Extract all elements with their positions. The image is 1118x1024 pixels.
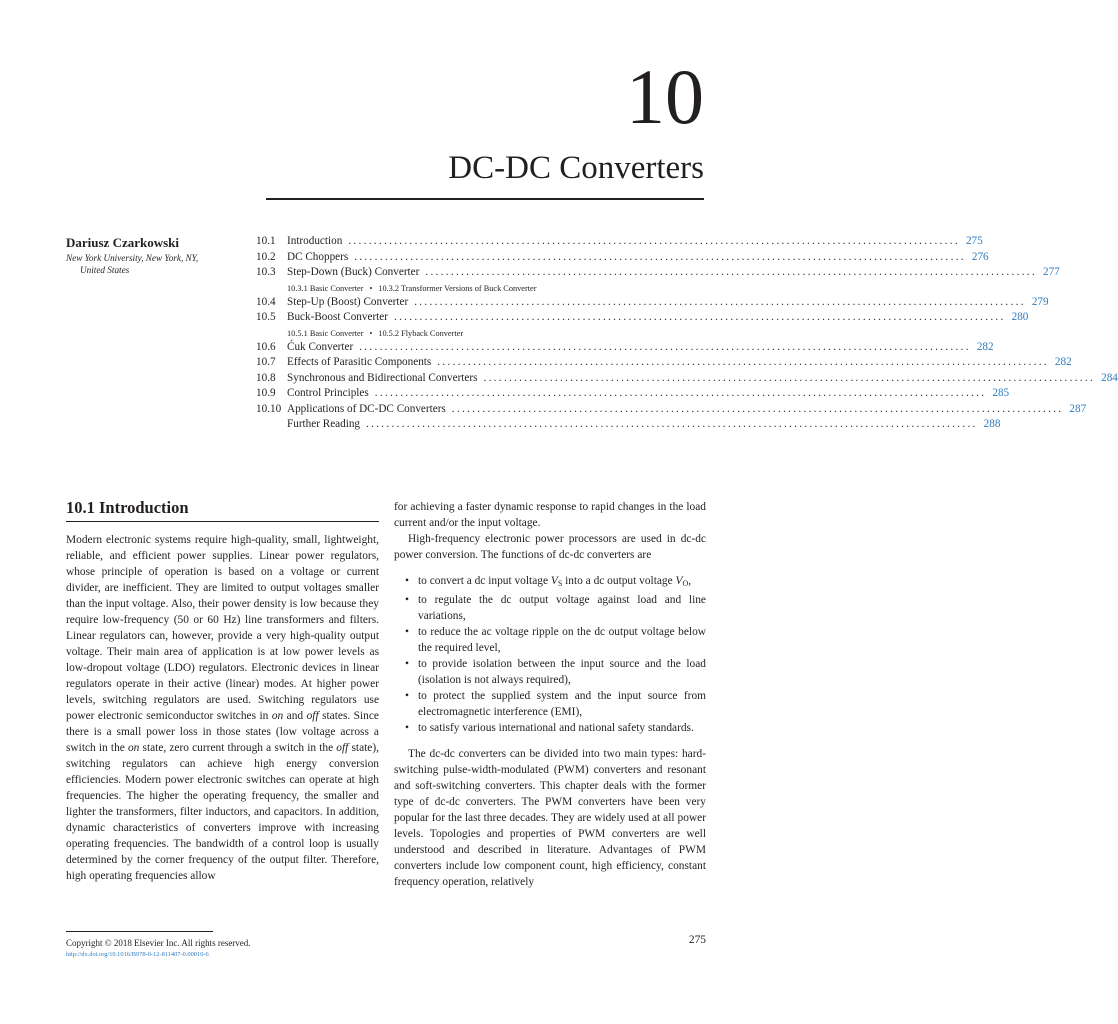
author-affiliation bbox=[66, 252, 241, 276]
toc-leader-dots: ........................................................................................................................ bbox=[483, 371, 1096, 384]
bullet-icon: • bbox=[405, 594, 409, 606]
left-column bbox=[66, 532, 379, 884]
toc-subentry[interactable]: 10.5.2 Flyback Converter bbox=[378, 329, 464, 338]
toc-page-link[interactable]: 285 bbox=[992, 387, 1010, 399]
bullet-icon: • bbox=[369, 284, 373, 293]
title-rule bbox=[266, 198, 704, 200]
toc-subentries bbox=[256, 282, 706, 296]
list-item bbox=[394, 592, 706, 624]
toc-number: 10.4 bbox=[256, 295, 276, 308]
intro-paragraph bbox=[66, 532, 379, 884]
toc-entry[interactable] bbox=[256, 250, 989, 267]
toc-title: Effects of Parasitic Components bbox=[287, 356, 432, 368]
page-number: 275 bbox=[688, 934, 706, 946]
toc-title: Applications of DC-DC Converters bbox=[287, 402, 446, 415]
text-run: to convert a dc input voltage bbox=[418, 575, 551, 587]
toc-entry[interactable] bbox=[256, 356, 1072, 372]
toc-entry[interactable] bbox=[256, 266, 1060, 282]
chapter-title: DC-DC Converters bbox=[448, 150, 704, 186]
toc-title: Control Principles bbox=[287, 387, 369, 399]
italic-on: on bbox=[271, 710, 284, 722]
toc-leader-dots: ........................................................................................................................ bbox=[425, 266, 1037, 278]
toc-number: 10.2 bbox=[256, 250, 276, 263]
toc-number: 10.6 bbox=[256, 340, 276, 353]
toc-leader-dots: ........................................................................................................................ bbox=[451, 402, 1064, 415]
italic-off: off bbox=[306, 710, 319, 722]
affiliation-line1: New York University, New York, NY, bbox=[66, 253, 199, 263]
text-run: to provide isolation between the input source and the load (isolation is not always required), bbox=[418, 658, 706, 686]
text-run: to satisfy various international and national safety standards. bbox=[418, 722, 694, 734]
section-heading: 10.1 Introduction bbox=[66, 498, 189, 517]
bullet-icon: • bbox=[405, 690, 409, 702]
right-column bbox=[394, 499, 706, 890]
doi-link[interactable]: http://dx.doi.org/10.1016/B978-0-12-811407-0.00010-6 bbox=[66, 951, 209, 958]
symbol-v: V bbox=[675, 575, 683, 587]
toc-entry[interactable] bbox=[256, 311, 1029, 327]
text-run: to protect the supplied system and the input source from electromagnetic interference (EMI), bbox=[418, 690, 706, 718]
chapter-number: 10 bbox=[626, 53, 704, 140]
subscript: S bbox=[557, 579, 563, 588]
text-run: to regulate the dc output voltage against load and line variations, bbox=[418, 594, 706, 622]
toc-number: 10.1 bbox=[256, 235, 276, 247]
copyright: Copyright © 2018 Elsevier Inc. All rights reserved. bbox=[66, 938, 251, 948]
toc-entry[interactable] bbox=[256, 387, 1010, 403]
toc-title: Step-Up (Boost) Converter bbox=[287, 295, 409, 308]
toc-page-link[interactable]: 284 bbox=[1101, 371, 1118, 384]
toc-entry[interactable] bbox=[256, 371, 1118, 388]
author-name: Dariusz Czarkowski bbox=[66, 235, 180, 250]
toc-subentry[interactable]: 10.3.2 Transformer Versions of Buck Converter bbox=[378, 284, 537, 293]
toc-leader-dots: ........................................................................................................................ bbox=[348, 235, 960, 247]
section-rule bbox=[66, 521, 379, 522]
list-item bbox=[394, 573, 706, 592]
text-run: Modern electronic systems require high-quality, small, lightweight, reliable, and efficient power supplies. Linear power regulators, whose principle of operation is based on a voltage or current divider, are inefficient. They are limited to output voltages smaller than the input voltage. Also, their power density is low because they require low-frequency (50 or 60 Hz) line transformers and filters. Linear regulators can, however, provide a very high-quality output voltage. Their main area of application is at low power levels as low-dropout voltage (LDO) regulators. Electronic devices in linear regulators operate in their active (linear) modes. At higher power levels, switching regulators are used. Switching regulators use power electronic semiconductor switches in bbox=[66, 534, 379, 722]
toc-number: 10.9 bbox=[256, 387, 276, 399]
text-run: into a dc output voltage bbox=[562, 575, 676, 587]
toc-leader-dots: ........................................................................................................................ bbox=[437, 356, 1049, 368]
toc-page-link[interactable]: 282 bbox=[1054, 356, 1072, 368]
toc-entry[interactable] bbox=[256, 295, 1049, 312]
table-of-contents bbox=[256, 235, 1118, 434]
list-item bbox=[394, 624, 706, 656]
list-item bbox=[394, 656, 706, 688]
subscript: O bbox=[682, 579, 689, 588]
toc-title: Introduction bbox=[287, 235, 343, 247]
bullet-icon: • bbox=[405, 722, 409, 734]
toc-title: Synchronous and Bidirectional Converters bbox=[287, 371, 478, 384]
toc-entry[interactable] bbox=[256, 402, 1087, 419]
text-run: states. Since there is a small power loss in those states (low voltage across a switch in the bbox=[66, 710, 379, 754]
italic-on: on bbox=[127, 742, 140, 754]
toc-entry[interactable] bbox=[256, 235, 983, 251]
bullet-icon: • bbox=[405, 626, 409, 638]
toc-page-link[interactable]: 287 bbox=[1069, 402, 1087, 415]
continued-paragraph: for achieving a faster dynamic response to rapid changes in the load current and/or the input voltage. bbox=[394, 501, 706, 529]
functions-paragraph: High-frequency electronic power processors are used in dc-dc power conversion. The functions of dc-dc converters are bbox=[394, 533, 706, 561]
bullet-icon: • bbox=[405, 575, 409, 587]
italic-off: off bbox=[336, 742, 349, 754]
toc-leader-dots: ........................................................................................................................ bbox=[374, 387, 987, 399]
functions-list bbox=[394, 573, 706, 736]
text-run: state, zero current through a switch in the bbox=[139, 742, 337, 754]
toc-page-link[interactable]: 277 bbox=[1042, 266, 1060, 278]
toc-page-link[interactable]: 279 bbox=[1031, 295, 1049, 308]
types-paragraph: The dc-dc converters can be divided into two main types: hard-switching pulse-width-modulated (PWM) converters and resonant and soft-switching converters. This chapter deals with the former type of dc-dc converters. The PWM converters have been very popular for the last three decades. They are widely used at all power levels. Topologies and properties of PWM converters are well understood and described in literature. Advantages of PWM converters include low component count, high efficiency, constant frequency operation, relatively bbox=[394, 748, 706, 888]
toc-leader-dots: ........................................................................................................................ bbox=[414, 295, 1026, 308]
text-run: to reduce the ac voltage ripple on the dc output voltage below the required level, bbox=[418, 626, 706, 654]
toc-title: Step-Down (Buck) Converter bbox=[287, 266, 420, 278]
text-run: and bbox=[283, 710, 307, 722]
toc-subentry[interactable]: 10.5.1 Basic Converter bbox=[287, 329, 364, 338]
toc-page-link[interactable]: 288 bbox=[983, 418, 1001, 430]
toc-page-link[interactable]: 280 bbox=[1011, 311, 1029, 323]
toc-entry[interactable] bbox=[256, 340, 994, 357]
toc-subentry[interactable]: 10.3.1 Basic Converter bbox=[287, 284, 364, 293]
text-run: state), switching regulators can achieve high energy conversion efficiencies. Modern power electronic switches can operate at high frequencies. The higher the operating frequency, the smaller and lighter the transformers, filter inductors, and capacitors. In addition, dynamic characteristics of converters improve with increasing operating frequencies. The bandwidth of a control loop is usually determined by the corner frequency of the output filter. Therefore, high operating frequencies allow bbox=[66, 742, 379, 882]
bullet-icon: • bbox=[405, 658, 409, 670]
list-item bbox=[394, 720, 706, 736]
list-item bbox=[394, 688, 706, 720]
symbol-v: V bbox=[550, 575, 558, 587]
text-run: , bbox=[688, 575, 692, 587]
toc-number: 10.8 bbox=[256, 371, 276, 384]
toc-entry[interactable] bbox=[256, 418, 1001, 434]
affiliation-line2: United States bbox=[80, 265, 130, 275]
toc-title: Buck-Boost Converter bbox=[287, 311, 388, 323]
toc-leader-dots: ........................................................................................................................ bbox=[393, 311, 1006, 323]
toc-leader-dots: ........................................................................................................................ bbox=[359, 340, 971, 353]
toc-page-link[interactable]: 276 bbox=[971, 250, 989, 263]
toc-leader-dots: ........................................................................................................................ bbox=[366, 418, 978, 430]
toc-title: Ćuk Converter bbox=[287, 340, 354, 353]
toc-title: Further Reading bbox=[287, 418, 361, 430]
toc-number: 10.10 bbox=[256, 402, 282, 415]
bullet-icon: • bbox=[369, 329, 373, 338]
footer-rule bbox=[66, 931, 213, 932]
toc-number: 10.5 bbox=[256, 311, 276, 323]
toc-number: 10.3 bbox=[256, 266, 276, 278]
toc-number: 10.7 bbox=[256, 356, 276, 368]
toc-leader-dots: ........................................................................................................................ bbox=[354, 250, 966, 263]
toc-page-link[interactable]: 282 bbox=[976, 340, 994, 353]
toc-title: DC Choppers bbox=[287, 250, 349, 263]
toc-subentries bbox=[256, 327, 706, 341]
toc-page-link[interactable]: 275 bbox=[965, 235, 983, 247]
